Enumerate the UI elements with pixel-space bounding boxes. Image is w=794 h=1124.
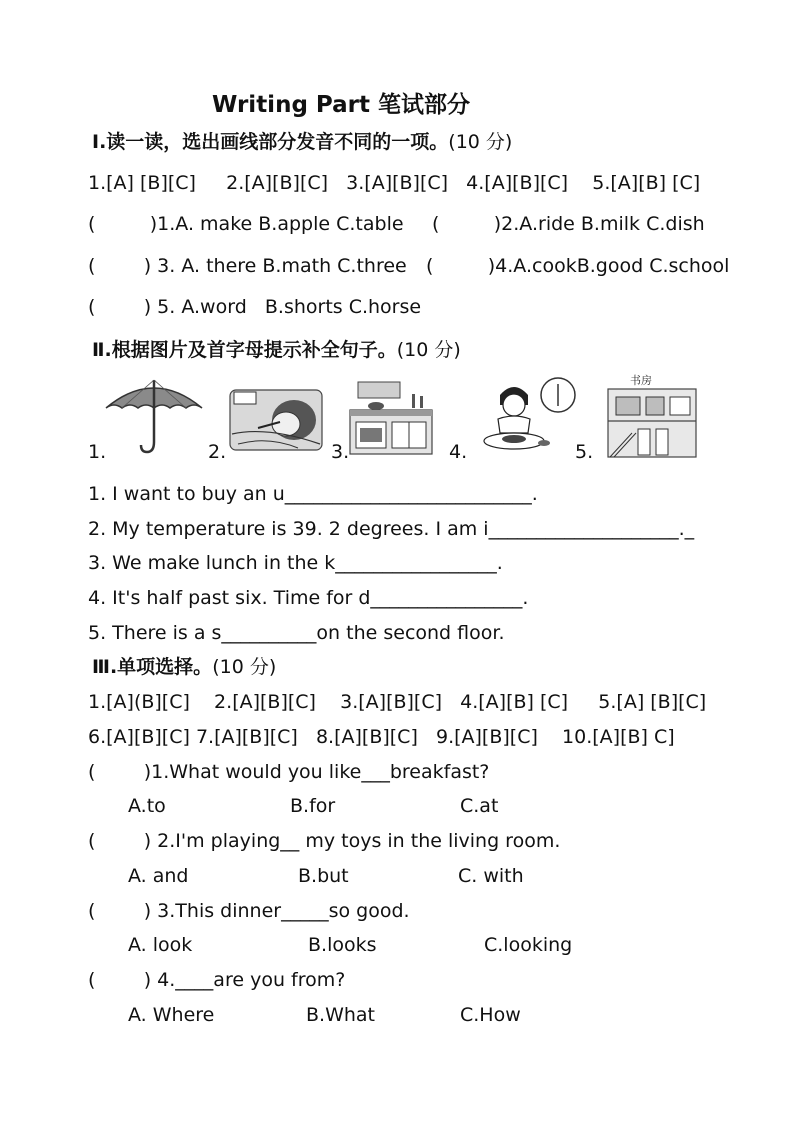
mc-q4-option-c: C.How bbox=[460, 1004, 521, 1026]
mc-q3-option-b: B.looks bbox=[308, 934, 377, 956]
section-3-score: (10 分) bbox=[212, 656, 277, 678]
mc-q1-option-c: C.at bbox=[460, 795, 499, 817]
section-2-score: (10 分) bbox=[396, 339, 461, 361]
mc-question-3: ( ) 3.This dinner_____so good. bbox=[88, 900, 410, 922]
section-1-q5: ( ) 5. A.word B.shorts C.horse bbox=[88, 296, 422, 318]
mc-q4-option-b: B.What bbox=[306, 1004, 375, 1026]
study-sign-text: 书房 bbox=[630, 374, 652, 387]
section-1-q3: ( ) 3. A. there B.math C.three bbox=[88, 255, 407, 277]
section-3-answer-row-2: 6.[A][B][C] 7.[A][B][C] 8.[A][B][C] 9.[A][B][C] 10.[A][B] C] bbox=[88, 726, 675, 748]
mc-q2-option-b: B.but bbox=[298, 865, 349, 887]
picture-number-4: 4. bbox=[449, 441, 468, 463]
mc-q2-option-c: C. with bbox=[458, 865, 524, 887]
study-room-picture bbox=[604, 371, 700, 459]
section-1-q1: ( )1.A. make B.apple C.table bbox=[88, 213, 404, 235]
section-2-heading bbox=[92, 337, 461, 363]
fill-sentence-4: 4. It's half past six. Time for d________________. bbox=[88, 587, 529, 609]
fill-sentence-2: 2. My temperature is 39. 2 degrees. I am i____________________._ bbox=[88, 518, 695, 540]
section-1-heading bbox=[92, 129, 512, 155]
section-1-title: Ⅰ.读一读，选出画线部分发音不同的一项。 bbox=[92, 131, 449, 153]
umbrella-picture bbox=[104, 374, 204, 454]
mc-q3-option-a: A. look bbox=[128, 934, 193, 956]
section-3-title: Ⅲ.单项选择。 bbox=[92, 656, 213, 678]
section-1-q2: ( )2.A.ride B.milk C.dish bbox=[432, 213, 705, 235]
mc-question-2: ( ) 2.I'm playing__ my toys in the living room. bbox=[88, 830, 561, 852]
mc-question-1: ( )1.What would you like___breakfast? bbox=[88, 761, 490, 783]
section-1-answer-row: 1.[A] [B][C] 2.[A][B][C] 3.[A][B][C] 4.[A][B][C] 5.[A][B] [C] bbox=[88, 172, 701, 194]
section-1-score: (10 分) bbox=[448, 131, 513, 153]
sick-boy-picture bbox=[228, 384, 324, 454]
section-3-answer-row-1: 1.[A](B][C] 2.[A][B][C] 3.[A][B][C] 4.[A][B] [C] 5.[A] [B][C] bbox=[88, 691, 707, 713]
mc-q2-option-a: A. and bbox=[128, 865, 189, 887]
picture-number-1: 1. bbox=[88, 441, 107, 463]
mc-q4-option-a: A. Where bbox=[128, 1004, 215, 1026]
mc-q1-option-b: B.for bbox=[290, 795, 336, 817]
picture-number-2: 2. bbox=[208, 441, 227, 463]
kitchen-picture bbox=[348, 380, 434, 456]
fill-sentence-3: 3. We make lunch in the k_________________. bbox=[88, 552, 503, 574]
fill-sentence-1: 1. I want to buy an u__________________________. bbox=[88, 483, 538, 505]
fill-sentence-5: 5. There is a s__________on the second floor. bbox=[88, 622, 505, 644]
mc-q3-option-c: C.looking bbox=[484, 934, 573, 956]
section-3-heading bbox=[92, 654, 276, 680]
section-1-q4: ( )4.A.cookB.good C.school bbox=[426, 255, 730, 277]
picture-number-3: 3. bbox=[331, 441, 350, 463]
picture-number-5: 5. bbox=[575, 441, 594, 463]
section-2-title: Ⅱ.根据图片及首字母提示补全句子。 bbox=[92, 339, 397, 361]
dinner-picture bbox=[480, 375, 580, 459]
mc-q1-option-a: A.to bbox=[128, 795, 166, 817]
mc-question-4: ( ) 4.____are you from? bbox=[88, 969, 346, 991]
page-title: Writing Part 笔试部分 bbox=[212, 92, 471, 118]
